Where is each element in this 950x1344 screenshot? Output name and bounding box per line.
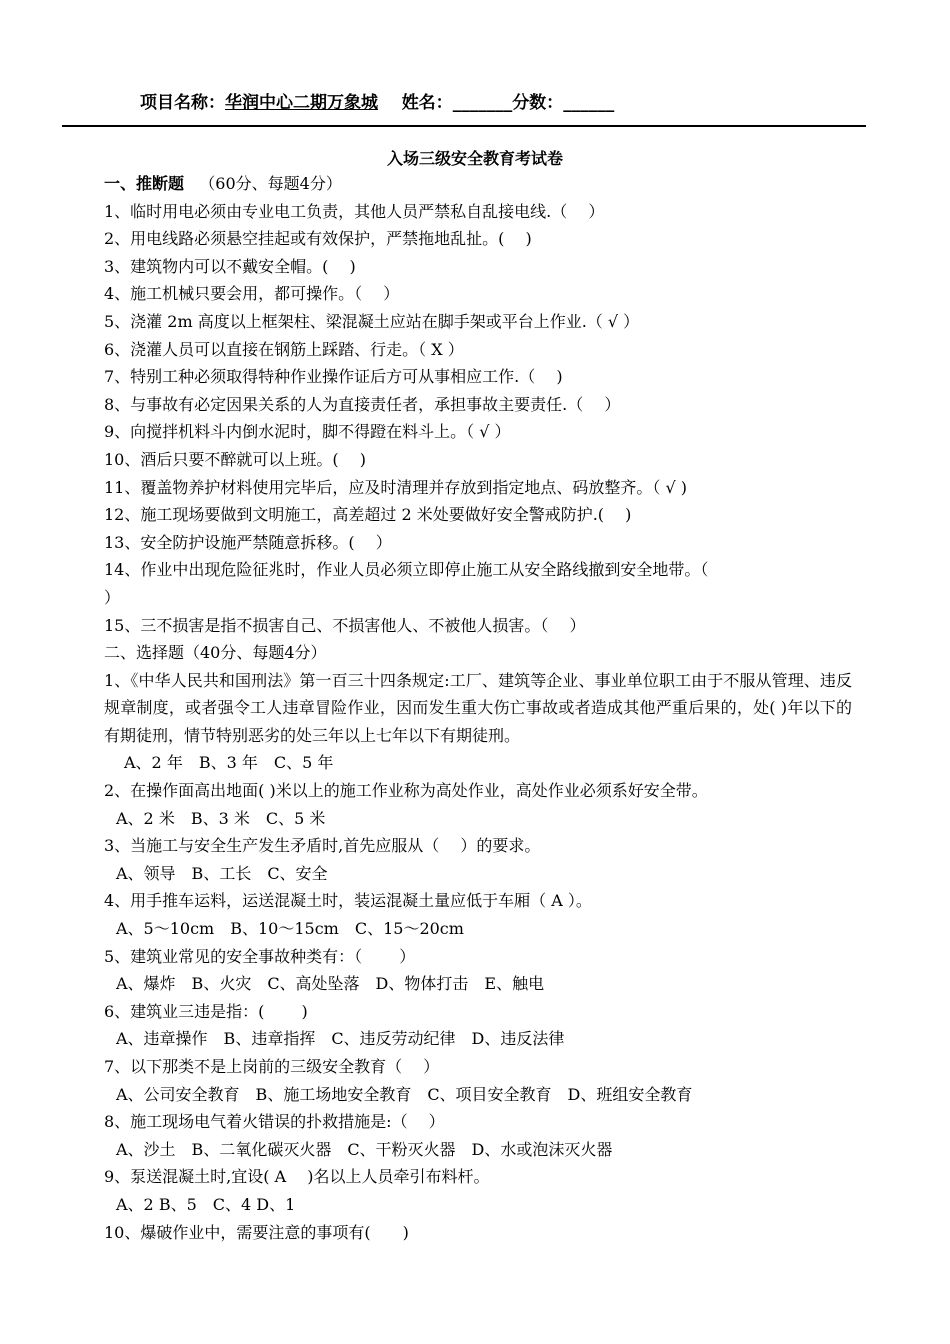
choice-question: 10、爆破作业中，需要注意的事项有( ) [104,1222,409,1242]
judgment-question: 15、三不损害是指不损害自己、不损害他人、不被他人损害。（ ） [104,615,586,635]
choice-question: 5、建筑业常见的安全事故种类有：（ ） [104,946,416,966]
choice-question: 3、当施工与安全生产发生矛盾时,首先应服从（ ）的要求。 [104,836,541,856]
choice-options: A、公司安全教育 B、施工场地安全教育 C、项目安全教育 D、班组安全教育 [116,1084,693,1104]
choice-question: 9、泵送混凝土时,宜设( A )名以上人员牵引布料杆。 [104,1167,490,1187]
choice-options: A、爆炸 B、火灾 C、高处坠落 D、物体打击 E、触电 [116,974,545,994]
judgment-question: 2、用电线路必须悬空挂起或有效保护，严禁拖地乱扯。( ) [104,229,532,249]
name-blank: _______ [452,93,513,113]
judgment-question: 10、酒后只要不醉就可以上班。( ) [104,449,366,469]
choice-options: A、沙土 B、二氧化碳灭火器 C、干粉灭火器 D、水或泡沫灭火器 [116,1139,613,1159]
choice-question: 4、用手推车运料，运送混凝土时，装运混凝土量应低于车厢（ A ）。 [104,891,592,911]
judgment-question: 13、安全防护设施严禁随意拆移。( ） [104,532,392,552]
choice-options: A、违章操作 B、违章指挥 C、违反劳动纪律 D、违反法律 [116,1029,565,1049]
judgment-question: 5、浇灌 2m 高度以上框架柱、梁混凝土应站在脚手架或平台上作业.（ √ ） [104,311,640,331]
choice-question: 2、在操作面高出地面( )米以上的施工作业称为高处作业，高处作业必须系好安全带。 [104,781,708,801]
judgment-question: 11、覆盖物养护材料使用完毕后，应及时清理并存放到指定地点、码放整齐。（ √ ) [104,477,687,497]
question-2-1: 1、《中华人民共和国刑法》第一百三十四条规定:工厂、建筑等企业、事业单位职工由于不服从管理、违反规章制度，或者强令工人违章冒险作业，因而发生重大伤亡事故或者造成其他严重后果的，处( )年以下的有期徒刑，情节特别恶劣的处三年以上七年以下有期徒刑。 [104,670,852,745]
section1-heading [104,170,852,198]
judgment-question: ） [104,587,121,607]
project-label: 项目名称： [140,93,225,113]
choice-question: 6、建筑业三违是指：( ) [104,1001,308,1021]
judgment-question: 7、特别工种必须取得特种作业操作证后方可从事相应工作.（ ) [104,367,563,387]
name-label: 姓名： [401,93,453,113]
judgment-question: 6、浇灌人员可以直接在钢筋上踩踏、行走。（ X ） [104,339,464,359]
exam-body [104,170,852,1246]
judgment-question: 8、与事故有必定因果关系的人为直接责任者，承担事故主要责任.（ ） [104,394,621,414]
section1-title: 一、推断题 [104,174,185,193]
judgment-question: 12、施工现场要做到文明施工，高差超过 2 米处要做好安全警戒防护.( ) [104,505,632,525]
score-label: 分数： [512,93,564,113]
choice-options: A、5～10cm B、10～15cm C、15～20cm [116,919,464,939]
judgment-question: 9、向搅拌机料斗内倒水泥时，脚不得蹬在料斗上。（ √ ） [104,422,511,442]
section2-list [104,777,852,1246]
exam-title: 入场三级安全教育考试卷 [386,149,563,168]
score-blank: ______ [563,93,615,113]
judgment-question: 14、作业中出现危险征兆时，作业人员必须立即停止施工从安全路线撤到安全地带。（ [104,560,709,580]
judgment-question: 4、施工机械只要会用，都可操作。（ ） [104,284,400,304]
choice-options: A、2 B、5 C、4 D、1 [116,1194,296,1214]
section1-note: （60分、每题4分） [199,174,342,193]
question-2-1-options: A、2 年 B、3 年 C、5 年 [124,753,334,773]
judgment-question: 1、临时用电必须由专业电工负责，其他人员严禁私自乱接电线.（ ） [104,201,605,221]
header-divider [62,125,866,127]
choice-question: 7、以下那类不是上岗前的三级安全教育（ ） [104,1057,440,1076]
choice-question: 8、施工现场电气着火错误的扑救措施是:（ ） [104,1112,445,1132]
section2-heading: 二、选择题（40分、每题4分） [104,643,327,663]
choice-options: A、领导 B、工长 C、安全 [116,863,328,883]
section1-list [104,198,852,640]
exam-header [140,88,614,113]
judgment-question: 3、建筑物内可以不戴安全帽。( ) [104,256,356,276]
project-name: 华润中心二期万象城 [225,93,378,113]
choice-options: A、2 米 B、3 米 C、5 米 [116,808,326,828]
